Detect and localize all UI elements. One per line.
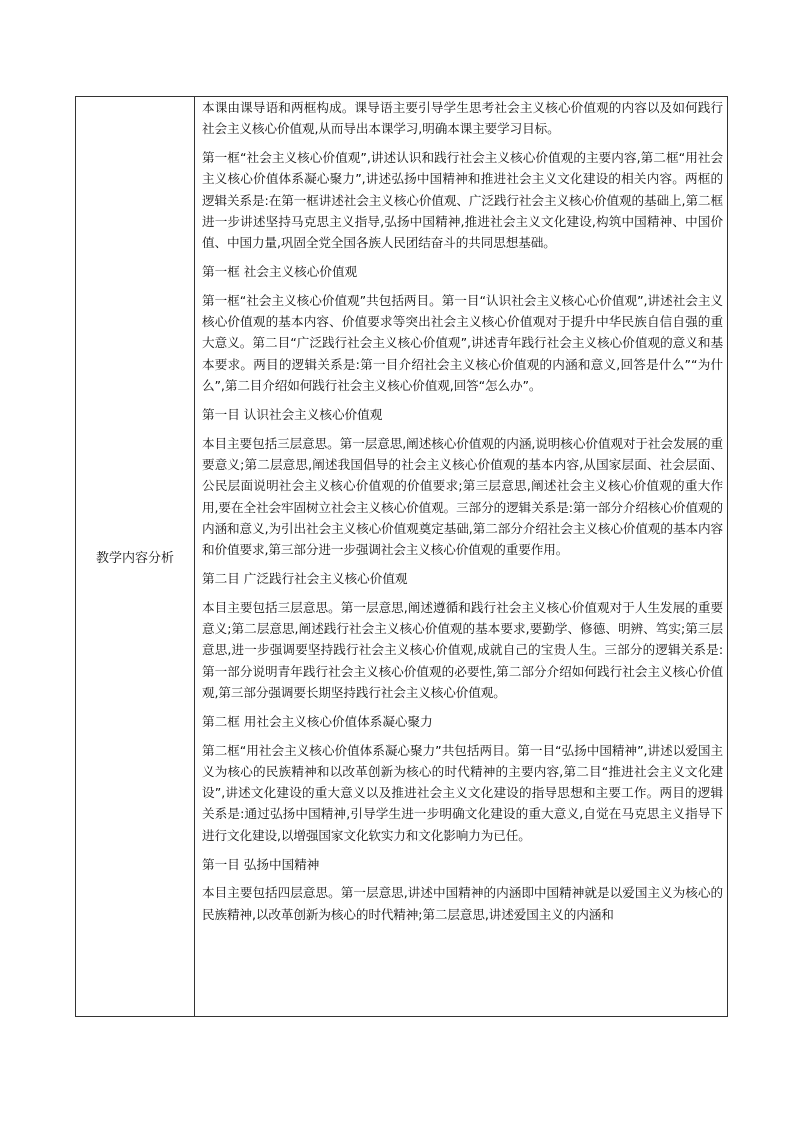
paragraph-item-2: 本目主要包括三层意思。第一层意思,阐述遵循和践行社会主义核心价值观对于人生发展的重要意义;第二层意思,阐述践行社会主义核心价值观的基本要求,要勤学、修德、明辨、笃实;第三层意思,进一步强调要坚持践行社会主义核心价值观,成就自己的宝贵人生。三部分的逻辑关系是:第一部分说明青年践行社会主义核心价值观的必要性,第二部分介绍如何践行社会主义核心价值观,第三部分强调要长期坚持践行社会主义核心价值观。 — [202, 599, 723, 700]
paragraph-item-1: 本目主要包括三层意思。第一层意思,阐述核心价值观的内涵,说明核心价值观对于社会发展的重要意义;第二层意思,阐述我国倡导的社会主义核心价值观的基本内容,从国家层面、社会层面、公民层面说明社会主义核心价值观的价值要求;第三层意思,阐述社会主义核心价值观的重大作用,要在全社会牢固树立社会主义核心价值观。三部分的逻辑关系是:第一部分介绍核心价值观的内涵和意义,为引出社会主义核心价值观奠定基础,第二部分介绍社会主义核心价值观的基本内容和价值要求,第三部分进一步强调社会主义核心价值观的重要作用。 — [202, 435, 723, 558]
content-cell — [195, 97, 728, 1017]
section-heading-item-1: 第一目 认识社会主义核心价值观 — [202, 406, 383, 422]
paragraph-frame-2: 第二框“用社会主义核心价值体系凝心聚力”共包括两目。第一目“弘扬中国精神”,讲述以爱国主义为核心的民族精神和以改革创新为核心的时代精神的主要内容,第二目“推进社会主义文化建设”,讲述文化建设的重大意义以及推进社会主义文化建设的指导思想和主要工作。两目的逻辑关系是:通过弘扬中国精神,引导学生进一步明确文化建设的重大意义,自觉在马克思主义指导下进行文化建设,以增强国家文化软实力和文化影响力为已任。 — [202, 742, 723, 843]
row-label-cell — [76, 97, 195, 1017]
section-heading-item-2: 第二目 广泛践行社会主义核心价值观 — [202, 570, 408, 586]
paragraph-frame-1: 第一框“社会主义核心价值观”共包括两目。第一目“认识社会主义核心心价值观”,讲述社会主义核心价值观的基本内容、价值要求等突出社会主义核心价值观对于提升中华民族自信自强的重大意义。第二目“广泛践行社会主义核心价值观”,讲述青年践行社会主义核心价值观的意义和基本要求。两目的逻辑关系是:第一目介绍社会主义核心价值观的内涵和意义,回答是什么”“为什么”,第二目介绍如何践行社会主义核心价值观,回答“怎么办”。 — [202, 292, 723, 394]
lesson-analysis-table — [75, 96, 728, 1017]
content-text-block — [202, 97, 723, 1016]
row-label: 教学内容分析 — [95, 551, 174, 566]
section-heading-frame-2: 第二框 用社会主义核心价值体系凝心聚力 — [202, 713, 433, 729]
paragraph-frame-2-item-1: 本目主要包括四层意思。第一层意思,讲述中国精神的内涵即中国精神就是以爱国主义为核心的民族精神,以改革创新为核心的时代精神;第二层意思,讲述爱国主义的内涵和 — [202, 885, 723, 922]
table-row — [76, 97, 728, 1017]
paragraph-intro: 本课由课导语和两框构成。课导语主要引导学生思考社会主义核心价值观的内容以及如何践行社会主义核心价值观,从而导出本课学习,明确本课主要学习目标。 — [202, 100, 723, 137]
paragraph-frames-overview: 第一框“社会主义核心价值观”,讲述认识和践行社会主义核心价值观的主要内容,第二框“用社会主义核心价值体系凝心聚力”,讲述弘扬中国精神和推进社会主义文化建设的相关内容。两框的逻辑关系是:在第一框讲述社会主义核心价值观、广泛践行社会主义核心价值观的基础上,第二框进一步讲述坚持马克思主义指导,弘扬中国精神,推进社会主义文化建设,构筑中国精神、中国价值、中国力量,巩固全党全国各族人民团结奋斗的共同思想基础。 — [202, 150, 723, 251]
section-heading-frame-2-item-1: 第一目 弘扬中国精神 — [202, 856, 320, 872]
section-heading-frame-1: 第一框 社会主义核心价值观 — [202, 264, 358, 280]
